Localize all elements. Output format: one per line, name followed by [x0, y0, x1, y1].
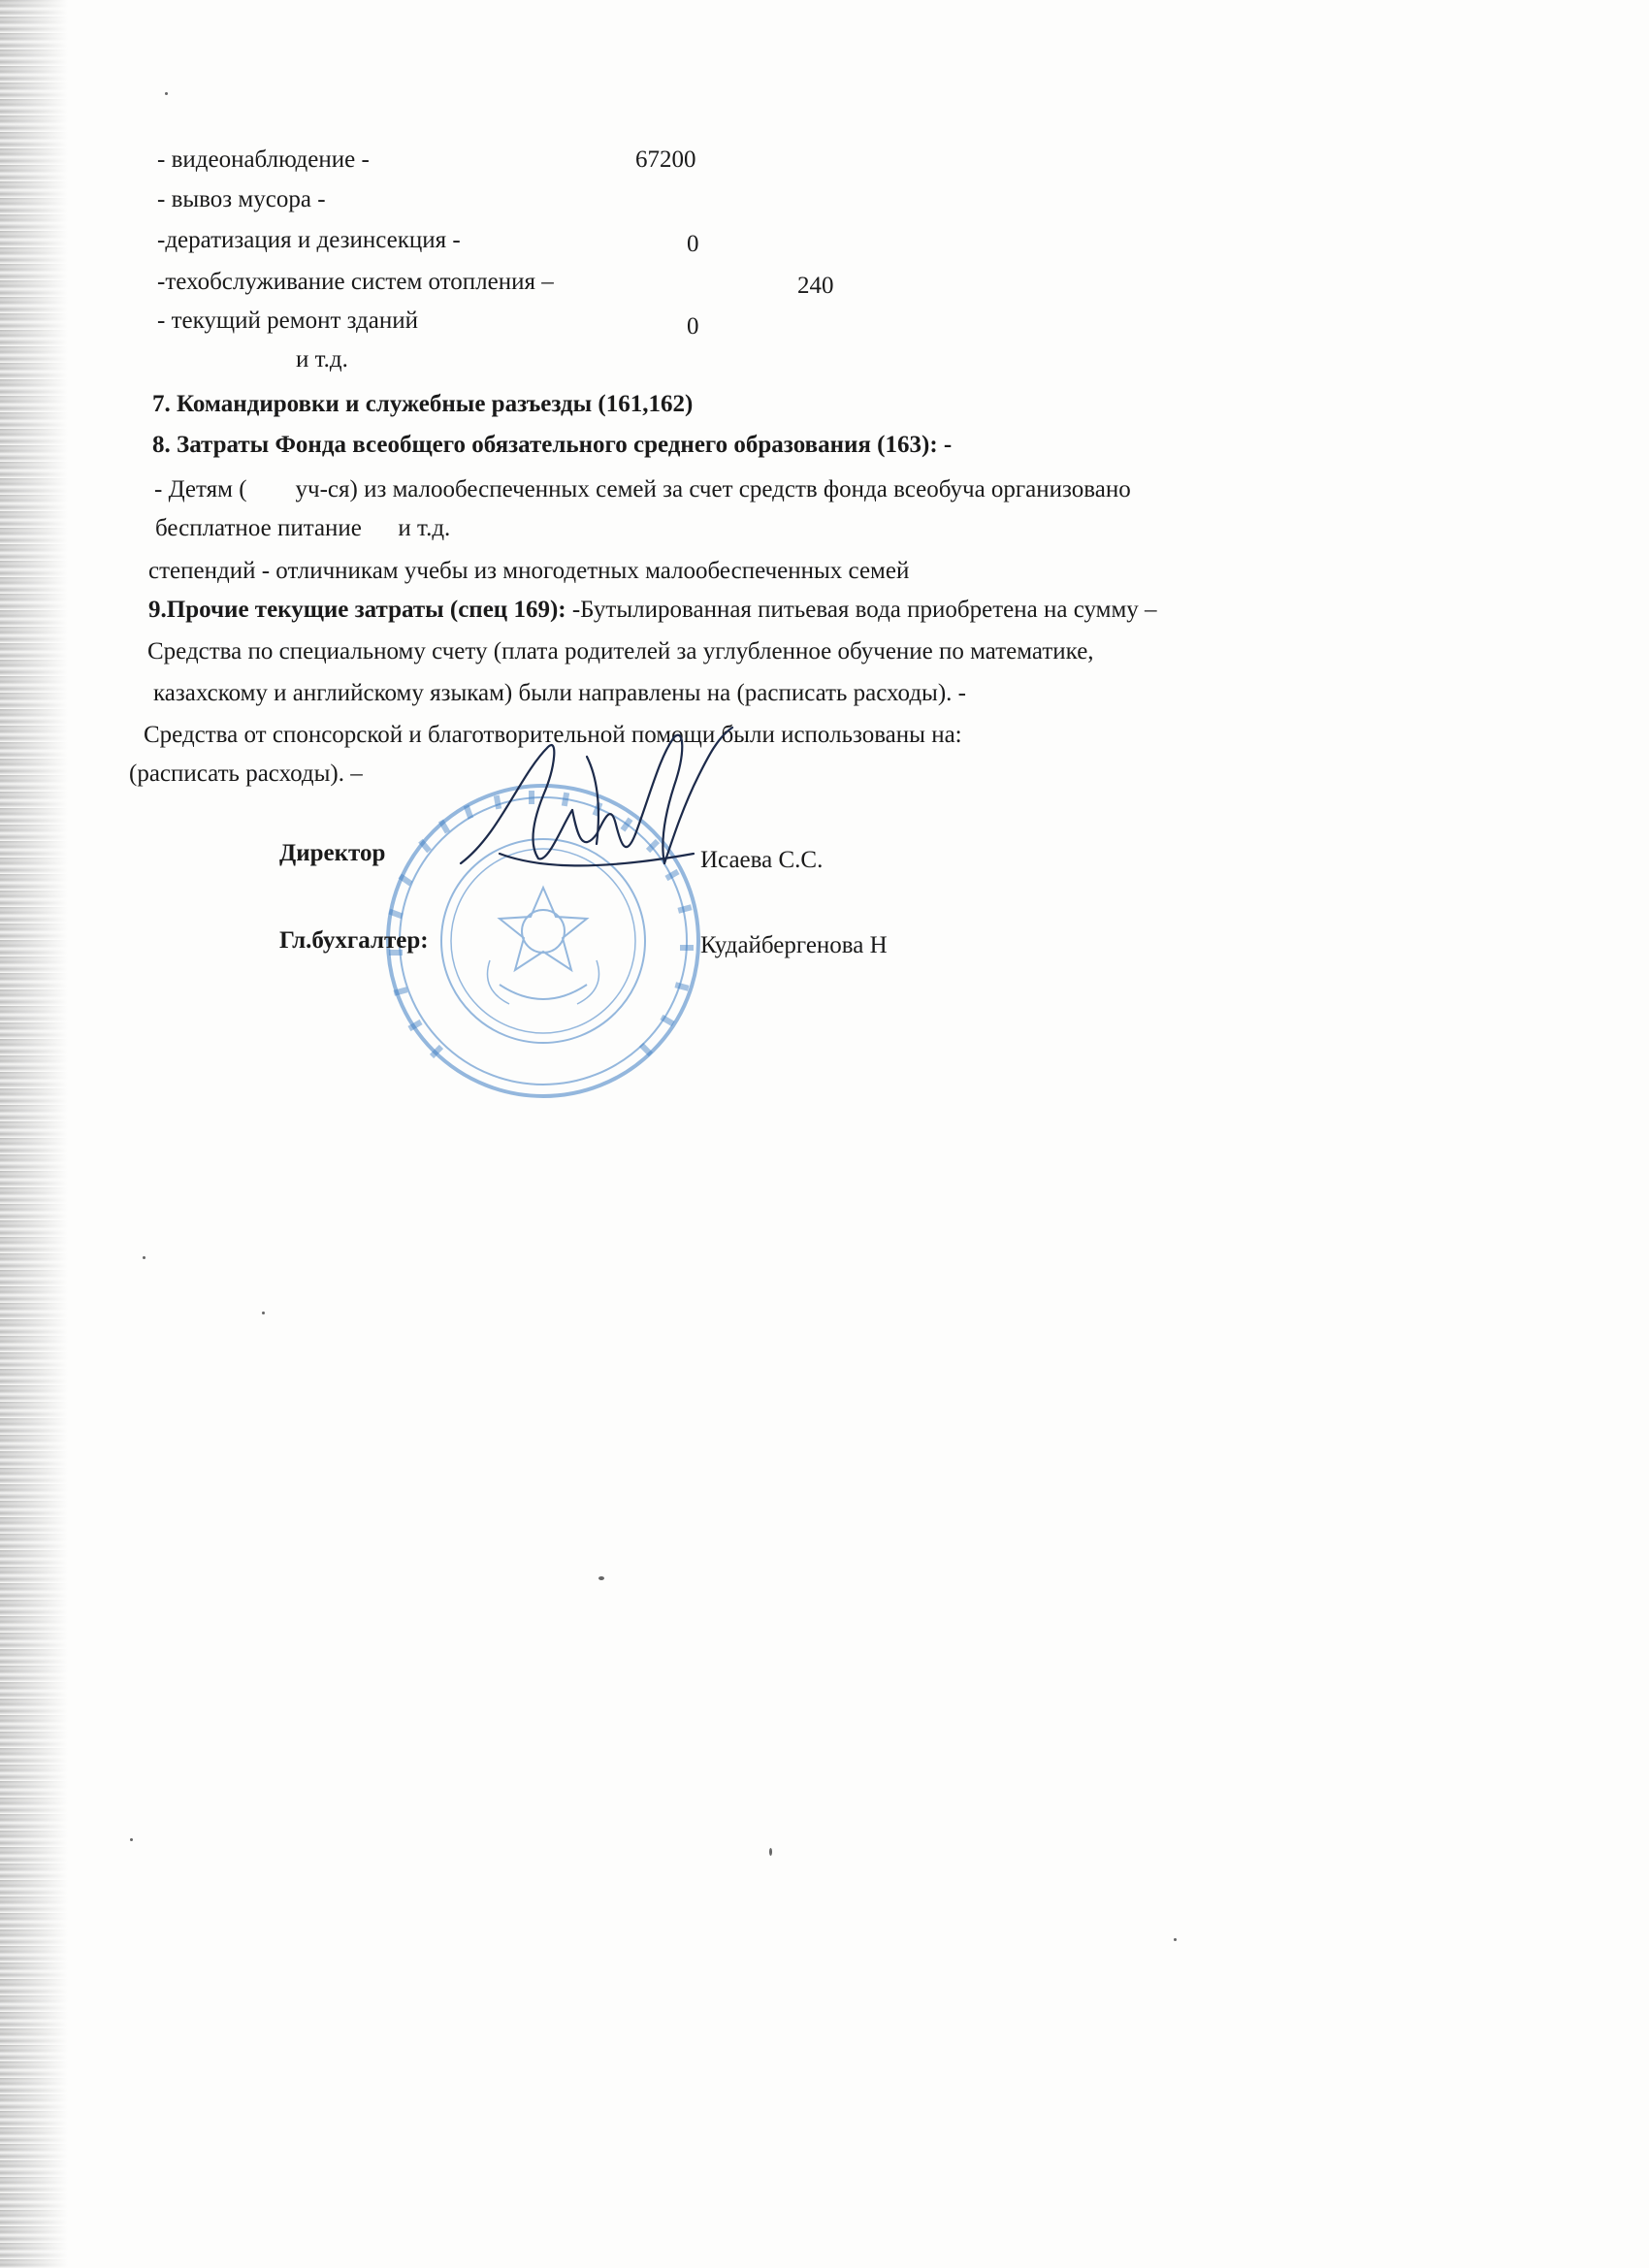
section-9-first-line — [148, 596, 1157, 625]
scan-speck — [1174, 1938, 1177, 1941]
scan-speck — [262, 1312, 265, 1314]
scan-speck — [130, 1838, 133, 1841]
scan-edge-artifact — [0, 0, 68, 2268]
item-value: 0 — [687, 231, 699, 257]
section-9-line: (расписать расходы). – — [129, 761, 363, 787]
section-8-line: степендий - отличникам учебы из многодетных малообеспеченных семей — [148, 558, 910, 584]
item-value: 67200 — [635, 146, 696, 173]
section-8-heading: 8. Затраты Фонда всеобщего обязательного среднего образования (163): - — [152, 432, 953, 458]
etc-text: и т.д. — [296, 346, 348, 373]
section-9-line: Средства по специальному счету (плата родителей за углубленное обучение по математике, — [147, 638, 1094, 664]
section-9-heading: 9.Прочие текущие затраты (спец 169): — [148, 597, 572, 623]
item-label: -дератизация и дезинсекция - — [157, 227, 461, 253]
scan-speck — [598, 1576, 604, 1580]
accountant-name: Кудайбергенова Н — [700, 932, 888, 958]
section-7-heading: 7. Командировки и служебные разъезды (161,162) — [152, 391, 694, 417]
item-label: - вывоз мусора - — [157, 186, 326, 212]
director-label: Директор — [279, 840, 386, 866]
director-signature — [441, 718, 752, 912]
section-8-line: - Детям ( уч-ся) из малообеспеченных семей за счет средств фонда всеобуча организовано — [154, 476, 1131, 502]
item-label: - видеонаблюдение - — [157, 146, 370, 173]
scan-speck — [769, 1848, 772, 1856]
accountant-label: Гл.бухгалтер: — [279, 927, 429, 954]
item-value: 240 — [797, 273, 834, 299]
scan-speck — [165, 92, 168, 95]
item-label: -техобслуживание систем отопления – — [157, 269, 554, 295]
director-name: Исаева С.С. — [700, 847, 824, 873]
section-9-line: казахскому и английскому языкам) были направлены на (расписать расходы). - — [153, 680, 967, 706]
section-9-line: Средства от спонсорской и благотворительной помощи были использованы на: — [144, 722, 962, 748]
item-value: 0 — [687, 313, 699, 340]
section-8-line: бесплатное питание и т.д. — [155, 515, 451, 541]
item-label: - текущий ремонт зданий — [157, 308, 418, 334]
scan-speck — [143, 1256, 146, 1259]
section-9-text: -Бутылированная питьевая вода приобретена на сумму – — [571, 597, 1157, 623]
